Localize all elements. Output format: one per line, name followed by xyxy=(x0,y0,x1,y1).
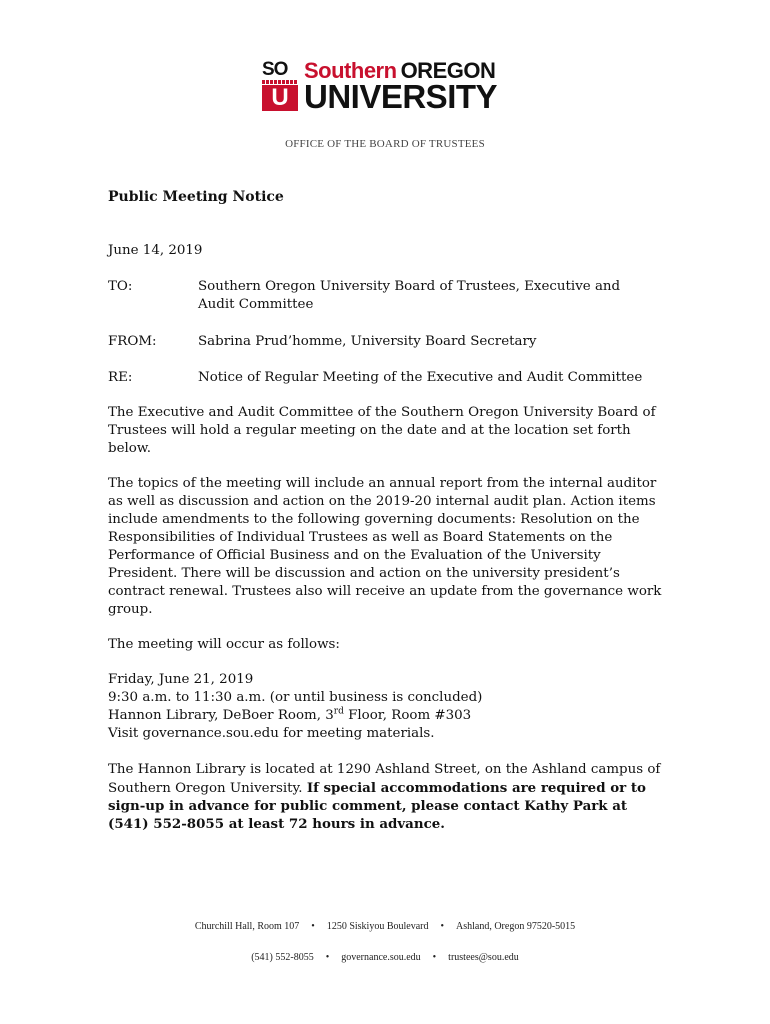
footer-building: Churchill Hall, Room 107 xyxy=(194,921,300,932)
re-label: RE: xyxy=(108,370,133,385)
office-heading: OFFICE OF THE BOARD OF TRUSTEES xyxy=(285,138,485,150)
para2-line7: contract renewal. Trustees also will receive an update from the governance work xyxy=(108,584,662,599)
para1-line3: below. xyxy=(108,441,151,456)
para4-line2-plain: Southern Oregon University. xyxy=(108,781,307,796)
para2-line1: The topics of the meeting will include an annual report from the internal auditor xyxy=(108,476,657,491)
meeting-location-rest: Floor, Room #303 xyxy=(343,708,472,723)
meeting-day: Friday, June 21, 2019 xyxy=(108,672,254,687)
para2-line5: Performance of Official Business and on the Evaluation of the University xyxy=(108,548,601,563)
footer-bullet: • xyxy=(325,952,330,963)
footer-bullet: • xyxy=(432,952,437,963)
footer-bullet: • xyxy=(311,921,315,932)
para2-line4: Responsibilities of Individual Trustees as well as Board Statements on the xyxy=(108,530,613,545)
logo-mark-so: SO xyxy=(262,59,288,80)
from-label: FROM: xyxy=(108,334,157,349)
para2-line6: President. There will be discussion and action on the university president’s xyxy=(108,566,620,581)
to-value-line1: Southern Oregon University Board of Trustees, Executive and xyxy=(198,279,621,294)
para2-line2: as well as discussion and action on the 2019-20 internal audit plan. Action items xyxy=(108,494,656,509)
para4-line1: The Hannon Library is located at 1290 Ashland Street, on the Ashland campus of xyxy=(108,762,661,777)
sou-logo-mark xyxy=(262,60,298,112)
to-value-line2: Audit Committee xyxy=(198,297,314,312)
para2-line8: group. xyxy=(108,602,153,617)
meeting-visit: Visit governance.sou.edu for meeting materials. xyxy=(108,726,435,741)
footer-address xyxy=(0,921,770,932)
footer-phone: (541) 552-8055 xyxy=(251,952,314,963)
to-label: TO: xyxy=(108,279,133,294)
logo-oregon: OREGON xyxy=(400,58,496,83)
para1-line2: Trustees will hold a regular meeting on the date and at the location set forth xyxy=(108,423,631,438)
para4-line2 xyxy=(108,779,668,798)
para4-line2-bold: If special accommodations are required or to xyxy=(306,780,646,796)
re-value: Notice of Regular Meeting of the Executive and Audit Committee xyxy=(198,370,643,385)
notice-title: Public Meeting Notice xyxy=(108,189,284,205)
para1-line1: The Executive and Audit Committee of the Southern Oregon University Board of xyxy=(108,405,656,420)
footer-city: Ashland, Oregon 97520-5015 xyxy=(456,921,576,932)
memo-date: June 14, 2019 xyxy=(108,243,203,258)
meeting-time: 9:30 a.m. to 11:30 a.m. (or until business is concluded) xyxy=(108,690,483,705)
para4-line4-bold: (541) 552-8055 at least 72 hours in advance. xyxy=(108,816,445,832)
logo-southern: Southern xyxy=(304,58,397,83)
logo-mark-u: U xyxy=(262,85,298,111)
para4-line3-bold: sign-up in advance for public comment, please contact Kathy Park at xyxy=(108,798,628,814)
meeting-location xyxy=(108,707,668,725)
para4-line3 xyxy=(108,797,668,816)
footer-street: 1250 Siskiyou Boulevard xyxy=(326,921,429,932)
para2-line3: include amendments to the following governing documents: Resolution on the xyxy=(108,512,640,527)
para3: The meeting will occur as follows: xyxy=(108,637,340,652)
university-logo xyxy=(262,58,512,114)
logo-university: UNIVERSITY xyxy=(304,78,498,115)
from-value: Sabrina Prud’homme, University Board Secretary xyxy=(198,334,537,349)
footer-email-link[interactable]: trustees@sou.edu xyxy=(448,952,519,963)
para4-line4 xyxy=(108,815,668,834)
meeting-location-main: Hannon Library, DeBoer Room, 3 xyxy=(108,708,334,723)
footer-bullet: • xyxy=(440,921,444,932)
footer-contact xyxy=(0,952,770,963)
footer-website-link[interactable]: governance.sou.edu xyxy=(341,952,421,963)
meeting-location-sup: rd xyxy=(333,706,344,717)
